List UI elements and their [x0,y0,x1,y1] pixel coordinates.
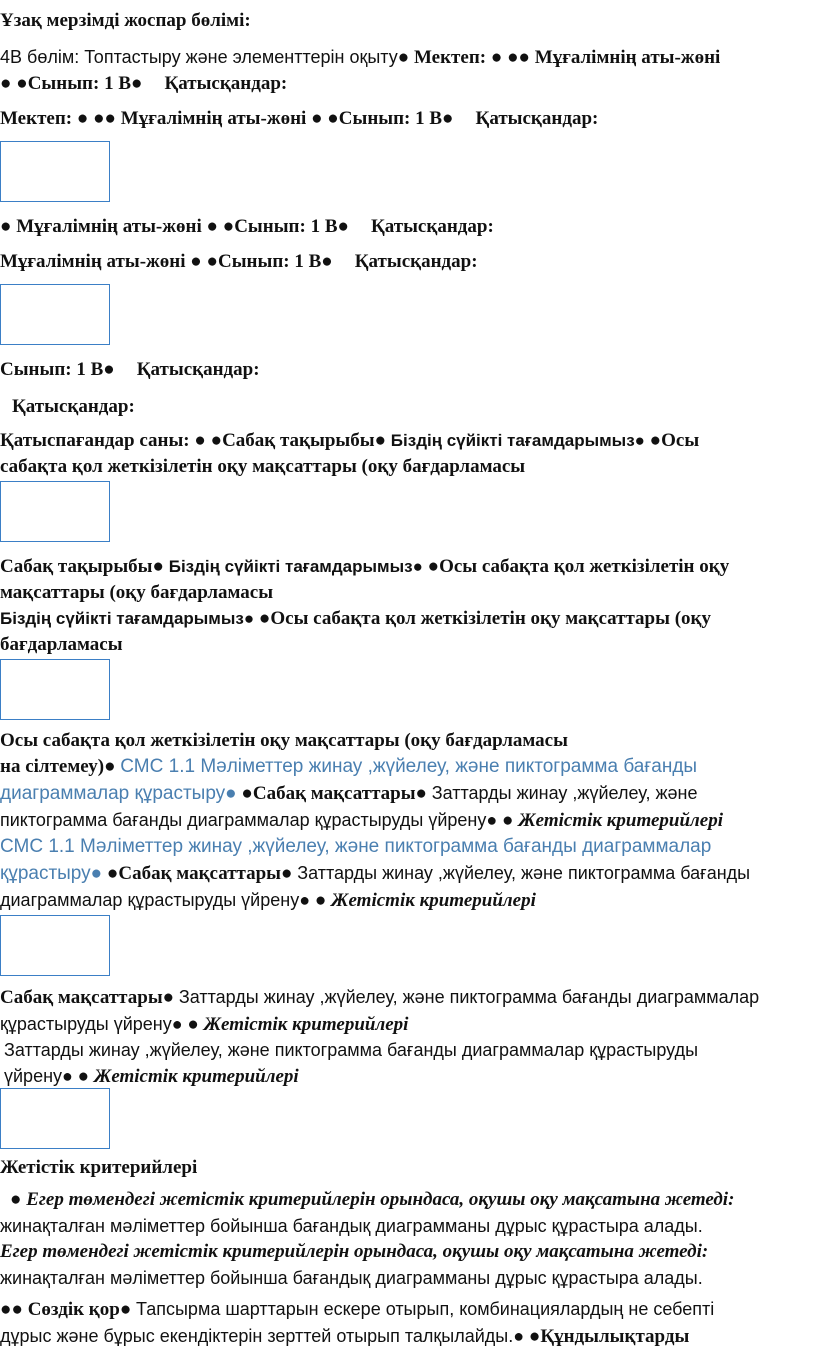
success-criteria-heading: Жетістік критерийлері [0,1157,198,1178]
input-box[interactable] [0,284,110,345]
input-box[interactable] [0,659,110,720]
input-box[interactable] [0,915,110,976]
participants-label: Қатысқандар: [164,73,288,94]
school-line: Мектеп: ● ●● Мұғалімнің аты-жөні ● ●Сынып: 1 В● Қатысқандар: [0,108,599,129]
school-teacher-text: ● Мектеп: ● ●● Мұғалімнің аты-жөні [397,47,721,68]
topic-favorite-food-block: Біздің сүйікті тағамдарымыз● ●Осы сабақта қол жеткізілетін оқу мақсаттары (оқу бағдарламасы [0,608,711,655]
objective-link[interactable]: СМС 1.1 Мәліметтер жинау ,жүйелеу, және пиктограмма бағанды диаграммалар [0,836,712,857]
absent-count-block: Қатыспағандар саны: ● ●Сабақ тақырыбы● Біздің сүйікті тағамдарымыз● ●Осы сабақта қол жеткізілетін оқу мақсаттары (оқу бағдарламасы [0,430,700,477]
page-title: Ұзақ мерзімді жоспар бөлімі: [0,10,251,31]
lesson-topic-block: Сабақ тақырыбы● Біздің сүйікті тағамдарымыз● ●Осы сабақта қол жеткізілетін оқу мақсаттары (оқу бағдарламасы [0,556,730,603]
objective-link[interactable]: СМС 1.1 Мәліметтер жинау ,жүйелеу, және пиктограмма бағанды [120,756,698,777]
teacher-line: ● Мұғалімнің аты-жөні ● ●Сынып: 1 В● Қатысқандар: [0,216,494,237]
goals-text-block: Заттарды жинау ,жүйелеу, және пиктограмма бағанды диаграммалар құрастыруды үйрену● ● Жетістік критерийлері [4,1040,699,1087]
section-label: 4В бөлім: Топтастыру және элементтерін оқыту [0,47,398,67]
input-box[interactable] [0,1088,110,1149]
class-line: Сынып: 1 В● Қатысқандар: [0,359,260,380]
class-text: ● ●Сынып: 1 В● [0,73,143,94]
lesson-header-line [0,44,814,97]
input-box[interactable] [0,481,110,542]
success-criteria-block: Жетістік критерийлері ● Егер төмендегі жетістік критерийлерін орындаса, оқушы оқу мақсатына жетеді: жинақталған мәліметтер бойынша бағандық диаграмманы дұрыс құрастыра алады. Егер төмендегі жетістік критерийлерін орындаса, оқушы оқу мақсатына жетеді: жинақталған мәліметтер бойынша бағандық диаграмманы дұрыс құрастыра алады. [0,1155,814,1291]
objective-link[interactable]: диаграммалар құрастыру● [0,783,237,804]
bullet-icon: ● [10,1189,22,1210]
objective-link[interactable]: құрастыру● [0,863,103,884]
vocabulary-block: ●● Сөздік қор● Тапсырма шарттарын ескере отырып, комбинациялардың не себепті дұрыс және бұрыс екендіктерін зерттей отырып талқылайды.● ●Құндылықтарды [0,1299,715,1347]
participants-line: Қатысқандар: [12,396,135,417]
learning-objectives-block: Осы сабақта қол жеткізілетін оқу мақсаттары (оқу бағдарламасы на сілтемеу)● СМС 1.1 Мәліметтер жинау ,жүйелеу, және пиктограмма бағанды диаграммалар құрастыру● ●Сабақ мақсаттары● Заттарды жинау ,жүйелеу, және пиктограмма бағанды диаграммалар құрастыруды үйрену● ● Жетістік критерийлері СМС 1.1 Мәліметтер жинау ,жүйелеу, және пиктограмма бағанды диаграммалар құрастыру● ●Сабақ мақсаттары● Заттарды жинау ,жүйелеу, және пиктограмма бағанды диаграммалар құрастыруды үйрену● ● Жетістік критерийлері [0,728,814,914]
input-box[interactable] [0,141,110,202]
teacher-line-2: Мұғалімнің аты-жөні ● ●Сынып: 1 В● Қатысқандар: [0,251,478,272]
bullet-icon: ●● [0,1299,23,1320]
lesson-goals-block: Сабақ мақсаттары● Заттарды жинау ,жүйелеу, және пиктограмма бағанды диаграммалар құрастыруды үйрену● ● Жетістік критерийлері [0,987,760,1035]
